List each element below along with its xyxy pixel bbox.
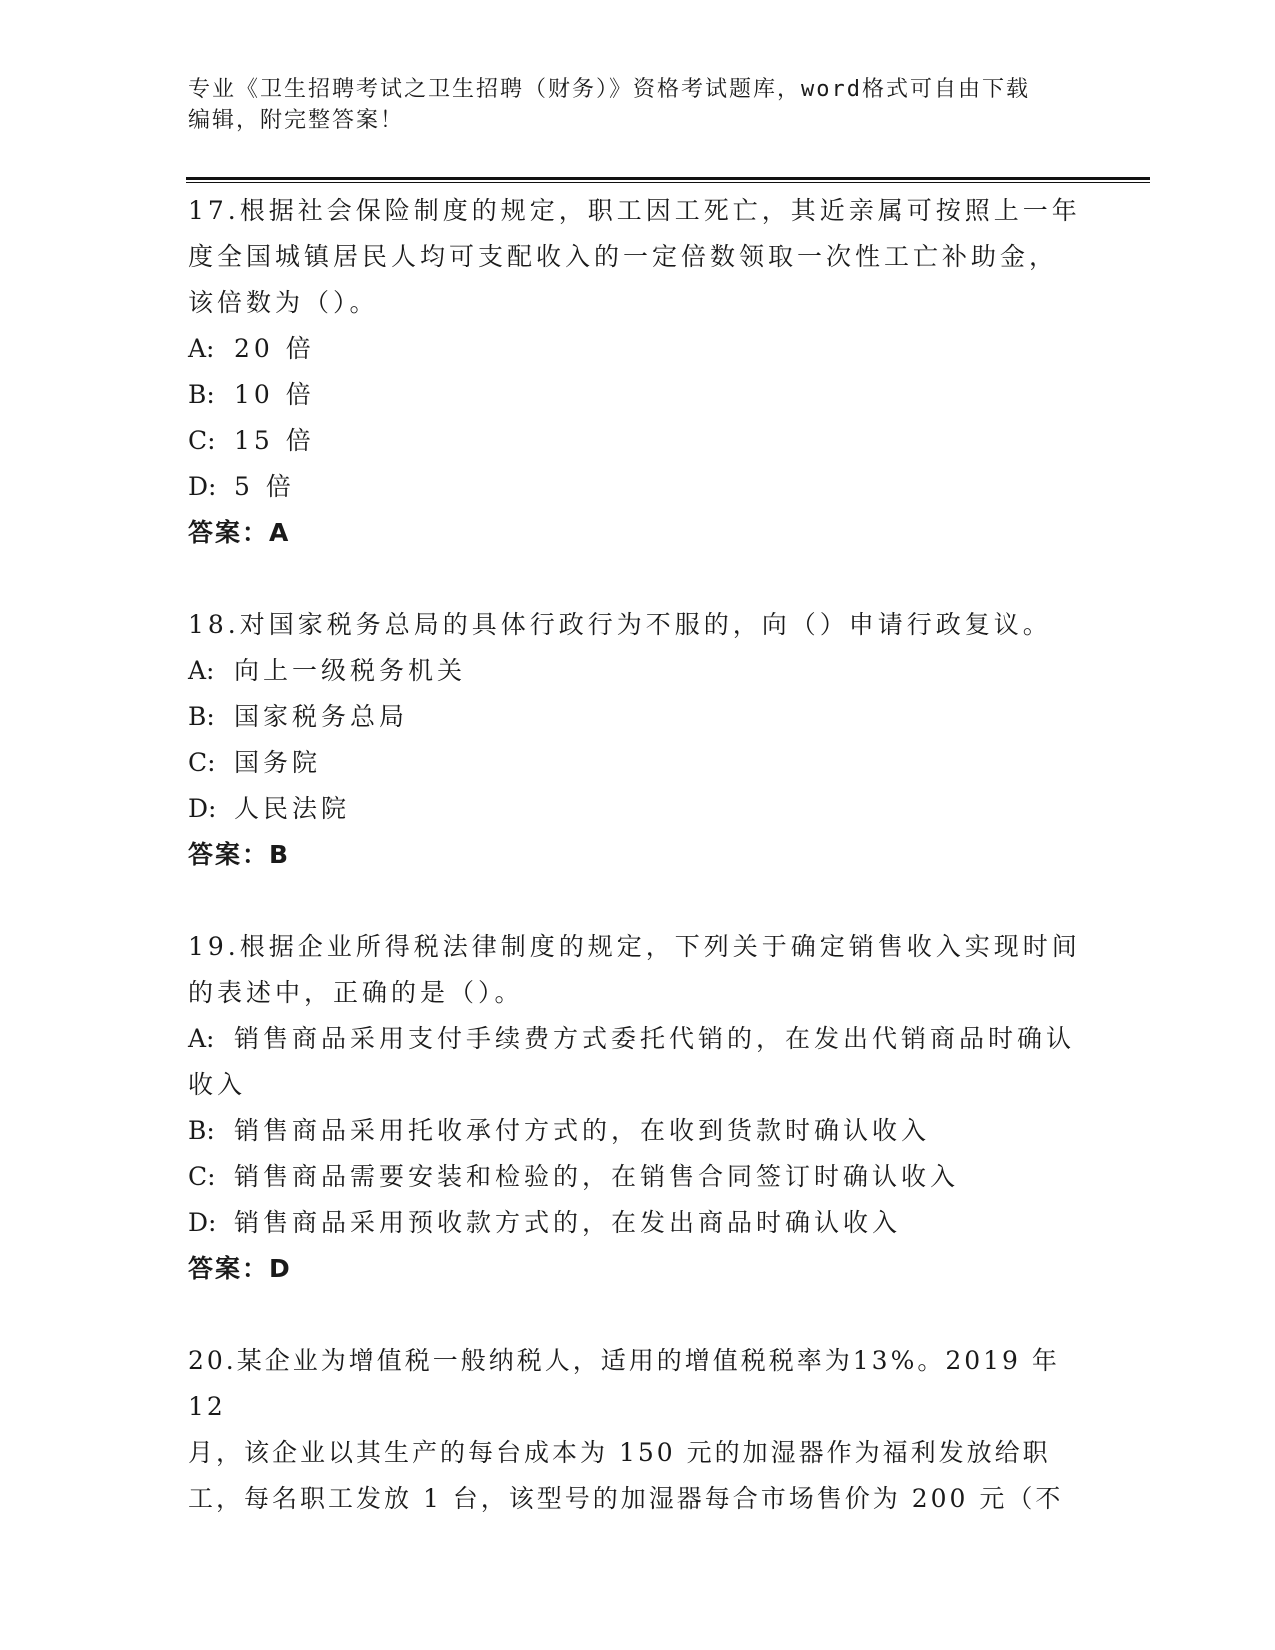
option-letter: B: [188, 380, 215, 409]
answer-label: 答案：B [188, 840, 291, 869]
option-a-continuation: 收入 [188, 1070, 247, 1099]
option-letter: C: [188, 748, 216, 777]
option-text: 10 倍 [234, 380, 315, 409]
option-a [188, 326, 1088, 372]
option-letter: D: [188, 794, 217, 823]
option-letter: B: [188, 702, 215, 731]
option-text: 15 倍 [234, 426, 315, 455]
option-letter: B: [188, 1116, 215, 1145]
question-stem-line: 17.根据社会保险制度的规定，职工因工死亡，其近亲属可按照上一年 [188, 196, 1081, 225]
header-divider-thick [186, 177, 1150, 180]
option-a [188, 648, 1088, 694]
option-letter: C: [188, 426, 216, 455]
question-stem-line: 该倍数为（）。 [188, 288, 379, 317]
answer-label: 答案：A [188, 518, 291, 547]
question-17 [188, 188, 1088, 556]
option-c [188, 1154, 1088, 1200]
option-d [188, 786, 1088, 832]
option-text: 向上一级税务机关 [234, 656, 467, 685]
option-text: 20 倍 [234, 334, 315, 363]
question-stem-line: 20.某企业为增值税一般纳税人，适用的增值税税率为13%。2019 年 12 [188, 1346, 1060, 1421]
header-divider-thin [186, 182, 1150, 183]
question-20 [188, 1338, 1088, 1522]
question-list [188, 188, 1088, 1522]
question-stem-line: 度全国城镇居民人均可支配收入的一定倍数领取一次性工亡补助金， [188, 242, 1059, 271]
option-letter: C: [188, 1162, 216, 1191]
option-b [188, 694, 1088, 740]
option-text: 销售商品采用托收承付方式的，在收到货款时确认收入 [234, 1116, 931, 1145]
option-letter: A: [188, 656, 215, 685]
option-letter: A: [188, 1024, 215, 1053]
option-b [188, 1108, 1088, 1154]
question-stem-line: 18.对国家税务总局的具体行政行为不服的，向（）申请行政复议。 [188, 610, 1052, 639]
header-line-1: 专业《卫生招聘考试之卫生招聘（财务）》资格考试题库，word格式可自由下载 [188, 77, 1030, 102]
question-19 [188, 924, 1088, 1292]
option-d [188, 464, 1088, 510]
option-text: 5 倍 [234, 472, 295, 501]
question-18 [188, 602, 1088, 878]
option-text: 销售商品采用预收款方式的，在发出商品时确认收入 [234, 1208, 902, 1237]
option-c [188, 740, 1088, 786]
question-stem-line: 的表述中，正确的是（）。 [188, 978, 524, 1007]
option-text: 人民法院 [234, 794, 351, 823]
option-b [188, 372, 1088, 418]
document-header [188, 74, 1088, 136]
option-letter: D: [188, 1208, 217, 1237]
option-d [188, 1200, 1088, 1246]
option-text: 国家税务总局 [234, 702, 409, 731]
question-stem-line: 19.根据企业所得税法律制度的规定，下列关于确定销售收入实现时间 [188, 932, 1081, 961]
option-text: 国务院 [234, 748, 322, 777]
answer-label: 答案：D [188, 1254, 292, 1283]
option-text: 销售商品采用支付手续费方式委托代销的，在发出代销商品时确认 [234, 1024, 1076, 1053]
option-text: 销售商品需要安装和检验的，在销售合同签订时确认收入 [234, 1162, 960, 1191]
question-stem-line: 工，每名职工发放 1 台，该型号的加湿器每合市场售价为 200 元（不 [188, 1484, 1064, 1513]
option-a [188, 1016, 1088, 1062]
header-line-2: 编辑，附完整答案！ [188, 108, 405, 133]
option-letter: A: [188, 334, 215, 363]
question-stem-line: 月，该企业以其生产的每台成本为 150 元的加湿器作为福利发放给职 [188, 1438, 1051, 1467]
option-c [188, 418, 1088, 464]
option-letter: D: [188, 472, 217, 501]
